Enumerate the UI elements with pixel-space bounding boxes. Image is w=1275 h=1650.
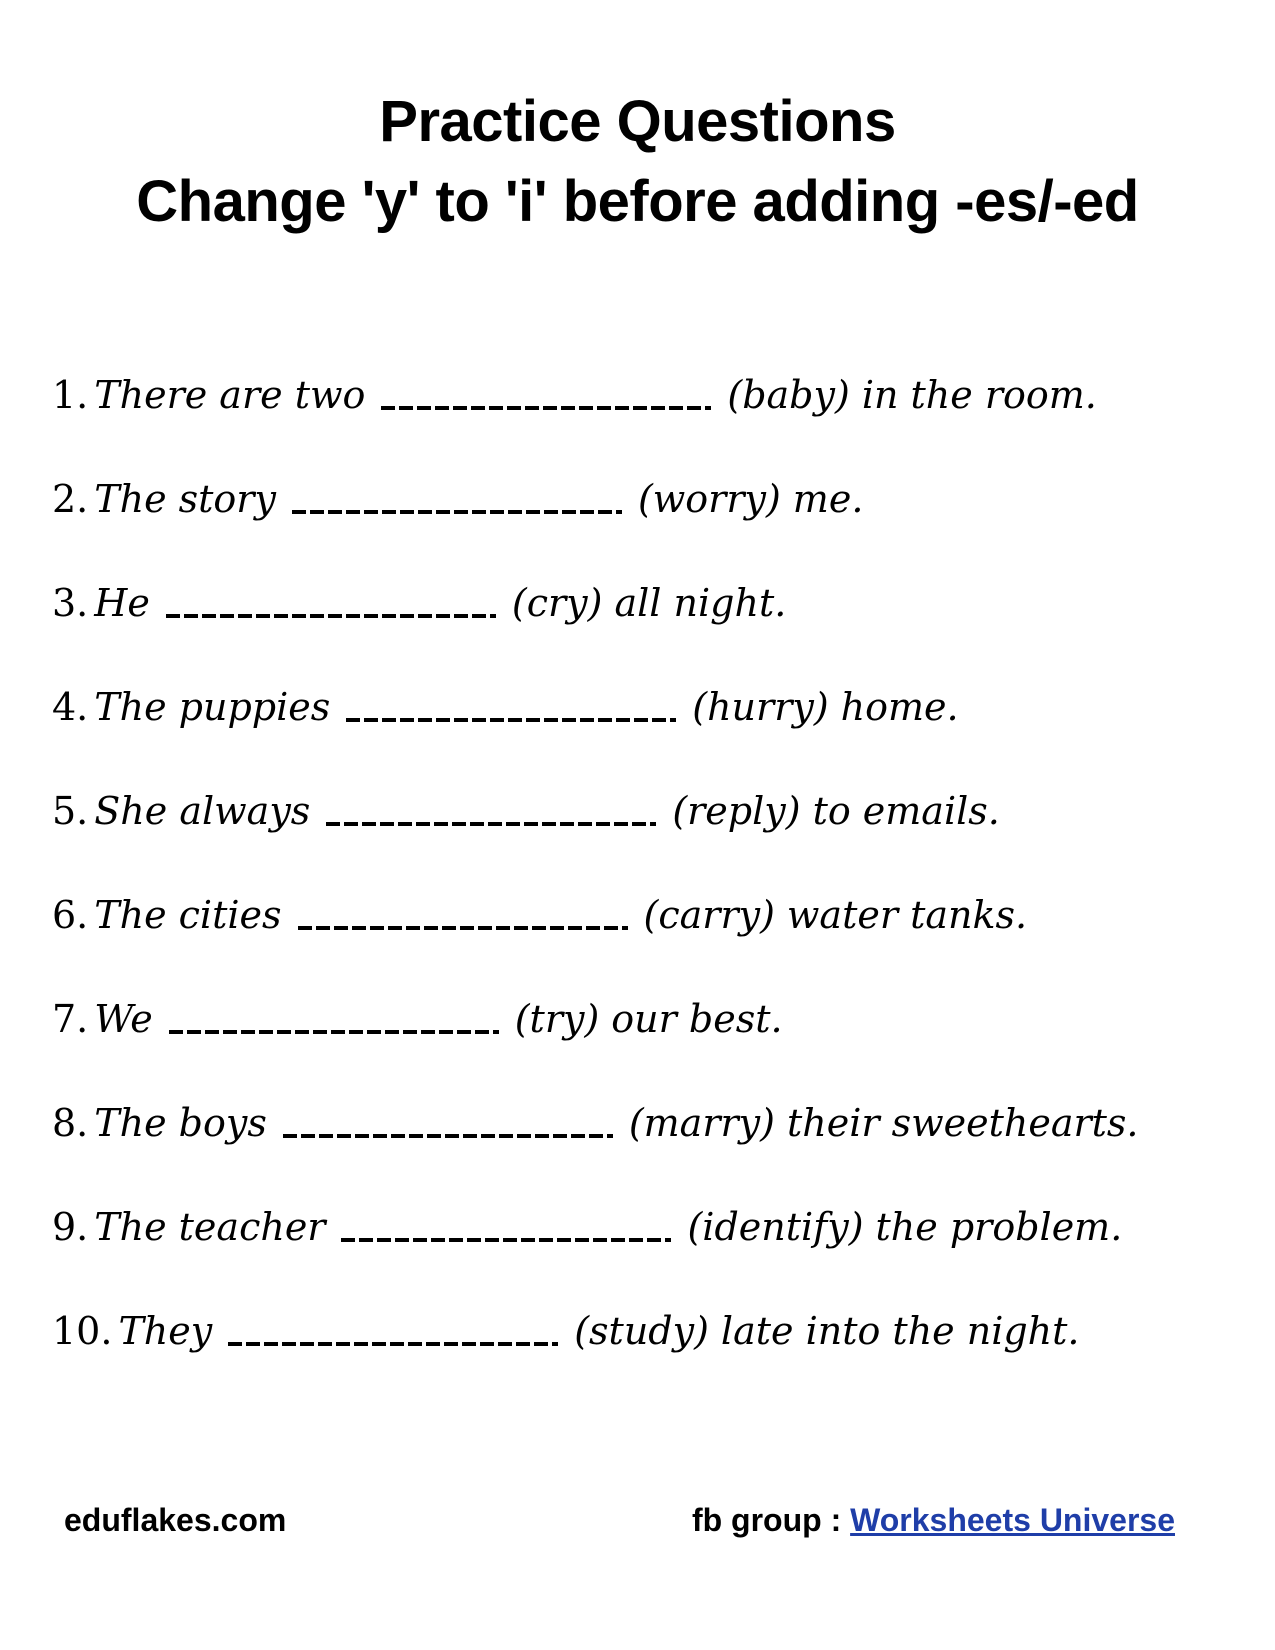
- fb-group-credit: [692, 1500, 1175, 1540]
- base-word: (worry): [637, 477, 781, 521]
- answer-blank[interactable]: [298, 926, 628, 930]
- question-item: [52, 682, 1252, 786]
- worksheet-subtitle: Change 'y' to 'i' before adding -es/-ed: [136, 169, 1139, 234]
- question-number: 5.: [52, 789, 89, 833]
- question-item: [52, 786, 1252, 890]
- base-word: (hurry): [692, 685, 829, 729]
- question-item: [52, 474, 1252, 578]
- answer-blank[interactable]: [166, 614, 496, 618]
- worksheets-universe-link[interactable]: Worksheets Universe: [850, 1502, 1175, 1538]
- question-text-after: to emails.: [812, 789, 1000, 833]
- answer-blank[interactable]: [169, 1030, 499, 1034]
- answer-blank[interactable]: [346, 718, 676, 722]
- question-text-after: water tanks.: [786, 893, 1028, 937]
- question-text-before: He: [94, 581, 150, 625]
- question-text-after: in the room.: [861, 373, 1097, 417]
- question-text-after: all night.: [614, 581, 787, 625]
- question-text-before: She always: [94, 789, 311, 833]
- answer-blank[interactable]: [228, 1342, 558, 1346]
- question-text-after: late into the night.: [720, 1309, 1080, 1353]
- answer-blank[interactable]: [381, 406, 711, 410]
- base-word: (carry): [643, 893, 775, 937]
- question-number: 1.: [52, 373, 89, 417]
- question-item: [52, 370, 1252, 474]
- answer-blank[interactable]: [326, 822, 656, 826]
- question-item: [52, 1306, 1252, 1410]
- base-word: (reply): [672, 789, 801, 833]
- question-item: [52, 994, 1252, 1098]
- base-word: (marry): [628, 1101, 775, 1145]
- question-text-after: home.: [840, 685, 959, 729]
- question-item: [52, 1098, 1252, 1202]
- worksheet-title: Practice Questions: [379, 89, 896, 154]
- answer-blank[interactable]: [292, 510, 622, 514]
- question-number: 3.: [52, 581, 89, 625]
- question-item: [52, 578, 1252, 682]
- question-text-before: The puppies: [94, 685, 331, 729]
- question-item: [52, 890, 1252, 994]
- question-text-before: The boys: [94, 1101, 267, 1145]
- base-word: (cry): [511, 581, 603, 625]
- question-item: [52, 1202, 1252, 1306]
- question-number: 6.: [52, 893, 89, 937]
- base-word: (identify): [687, 1205, 864, 1249]
- answer-blank[interactable]: [283, 1134, 613, 1138]
- question-number: 9.: [52, 1205, 89, 1249]
- question-text-before: There are two: [94, 373, 366, 417]
- question-text-before: The teacher: [94, 1205, 326, 1249]
- question-text-before: We: [94, 997, 153, 1041]
- base-word: (study): [574, 1309, 709, 1353]
- question-number: 8.: [52, 1101, 89, 1145]
- base-word: (baby): [727, 373, 850, 417]
- question-text-after: our best.: [611, 997, 783, 1041]
- answer-blank[interactable]: [341, 1238, 671, 1242]
- question-number: 10.: [52, 1309, 113, 1353]
- question-text-after: me.: [792, 477, 864, 521]
- question-number: 7.: [52, 997, 89, 1041]
- question-text-before: The story: [94, 477, 276, 521]
- question-text-before: The cities: [94, 893, 282, 937]
- fb-group-label: fb group :: [691, 1502, 851, 1538]
- question-text-before: They: [118, 1309, 213, 1353]
- question-text-after: the problem.: [875, 1205, 1123, 1249]
- site-credit: eduflakes.com: [64, 1502, 287, 1538]
- question-text-after: their sweethearts.: [786, 1101, 1139, 1145]
- question-number: 4.: [52, 685, 89, 729]
- base-word: (try): [514, 997, 600, 1041]
- question-number: 2.: [52, 477, 89, 521]
- question-list: [52, 370, 1252, 1410]
